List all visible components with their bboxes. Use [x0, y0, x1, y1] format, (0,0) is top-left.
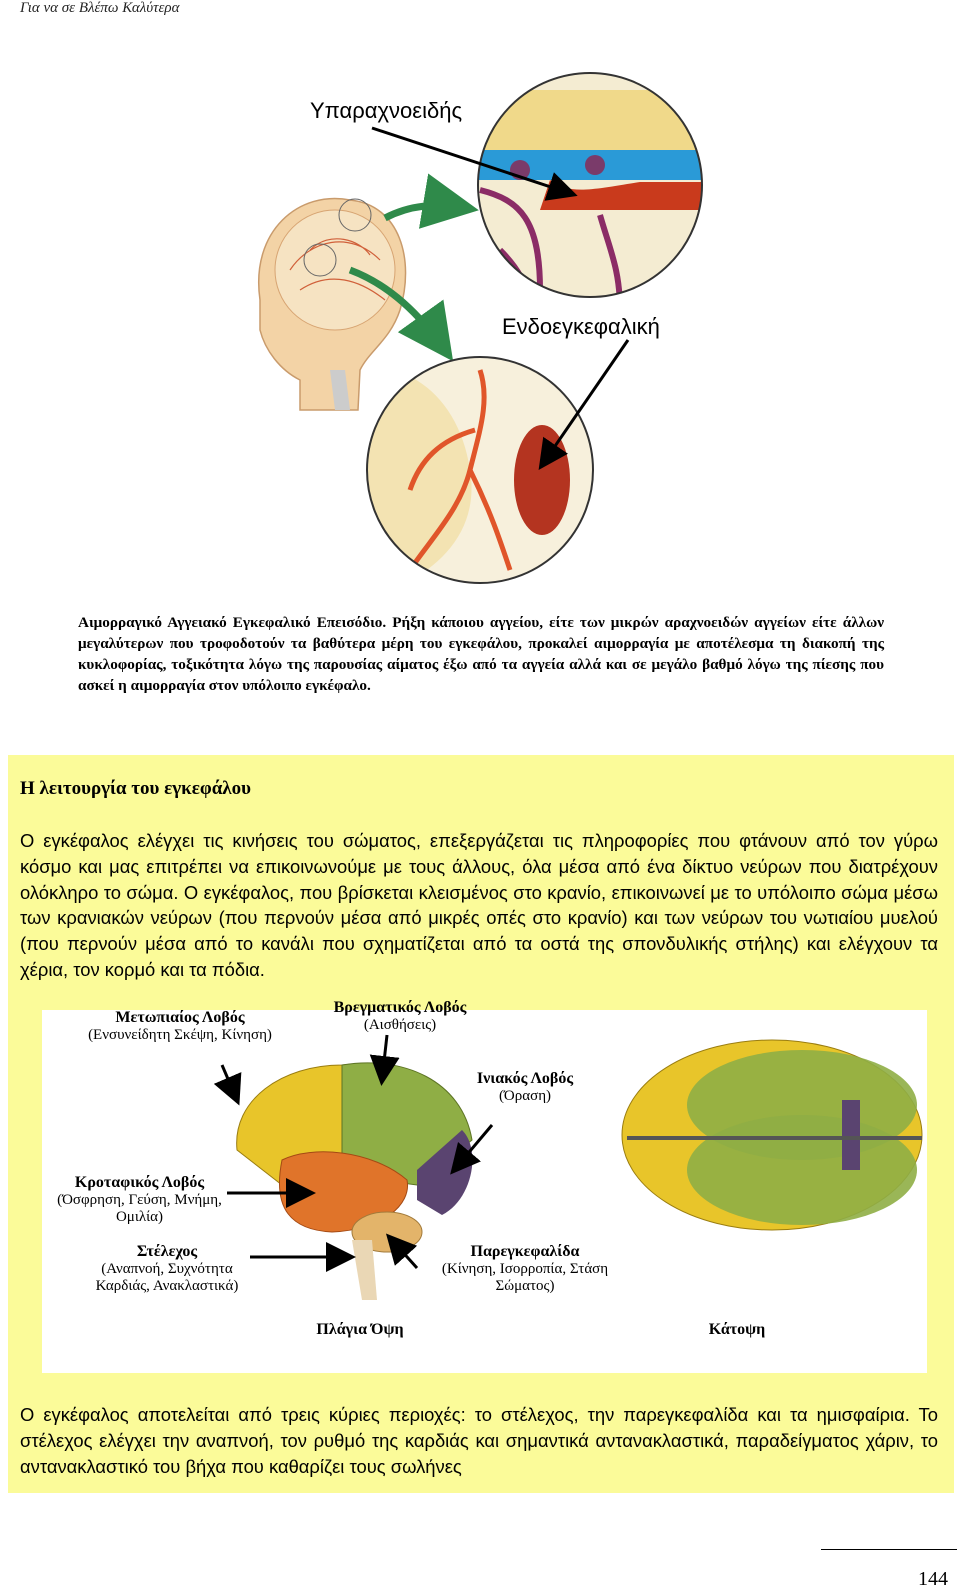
running-header: Για να σε Βλέπω Καλύτερα [20, 0, 180, 16]
subarachnoid-zoom-circle [470, 70, 710, 310]
occipital-lobe-label: Ινιακός Λοβός (Όραση) [476, 1070, 574, 1104]
footer-rule [821, 1549, 957, 1550]
subarachnoid-label: Υπαραχνοειδής [310, 98, 463, 123]
section-heading: Η λειτουργία του εγκεφάλου [20, 778, 251, 799]
head-illustration [259, 198, 406, 410]
frontal-lobe-label: Μετωπιαίος Λοβός (Ενσυνείδητη Σκέψη, Κίνηση) [88, 1009, 272, 1043]
frontal-arrow [222, 1065, 237, 1100]
cerebellum-label: Παρεγκεφαλίδα (Κίνηση, Ισορροπία, Στάση Σώματος) [441, 1243, 609, 1294]
intracerebral-label: Ενδοεγκεφαλική [502, 314, 660, 339]
brainstem-label: Στέλεχος (Αναπνοή, Συχνότητα Καρδιάς, Ανακλαστικά) [95, 1243, 239, 1294]
intracerebral-zoom-circle [360, 350, 600, 590]
brain-lobes-figure [42, 999, 927, 1373]
paragraph-1: Ο εγκέφαλος ελέγχει τις κινήσεις του σώματος, επεξεργάζεται τις πληροφορίες που φτάνουν από τον γύρω κόσμο και μας επιτρέπει να επικοινωνούμε με τους άλλους, όλα μέσα από ένα δίκτυο νεύρων που διατρέχουν ολόκληρο το σώμα. Ο εγκέφαλος, που βρίσκεται κλεισμένος στο κρανίο, επικοινωνεί με το υπόλοιπο σώμα μέσω των κρανιακών νεύρων (που περνούν μέσα από μικρές οπές στο κρανίο) και των νεύρων του νωτιαίου μυελού (που περνούν μέσα από το κανάλι που σχηματίζεται από τα οστά της σπονδυλικής στήλης) και ελέγχουν τα χέρια, τον κορμό και τα πόδια. [20, 830, 938, 980]
page-number: 144 [918, 1568, 948, 1590]
zoom-arrow-upper [385, 205, 465, 218]
top-view-caption: Κάτοψη [708, 1321, 766, 1338]
temporal-lobe-label: Κροταφικός Λοβός (Όσφρηση, Γεύση, Μνήμη, Ομιλία) [57, 1174, 222, 1225]
brain-top-view [622, 1040, 922, 1230]
side-view-caption: Πλάγια Όψη [316, 1321, 404, 1338]
parietal-lobe-label: Βρεγματικός Λοβός (Αισθήσεις) [333, 999, 467, 1033]
paragraph-2: Ο εγκέφαλος αποτελείται από τρεις κύριες περιοχές: το στέλεχος, την παρεγκεφαλίδα και τα ημισφαίρια. Το στέλεχος ελέγχει την αναπνοή, τον ρυθμό της καρδιάς και σημαντικά αντανακλαστικά, παραδείγματος χάριν, το αντανακλαστικό του βήχα που καθαρίζει τους σωλήνες [20, 1404, 938, 1477]
figure-caption: Αιμορραγικό Αγγειακό Εγκεφαλικό Επεισόδιο. Ρήξη κάποιου αγγείου, είτε των μικρών αραχνοειδών αγγείων είτε άλλων μεγαλύτερων που τροφοδοτούν τα βαθύτερα μέρη του εγκεφάλου, προκαλεί αιμορραγία με αποτέλεσμα τη διακοπή της κυκλοφορίας, τοξικότητα λόγω της παρουσίας αίματος έξω από τα αγγεία αλλά και σε μεγάλο βαθμό λόγω της πίεσης που ασκεί η αιμορραγία στον υπόλοιπο εγκέφαλο. [78, 614, 884, 694]
